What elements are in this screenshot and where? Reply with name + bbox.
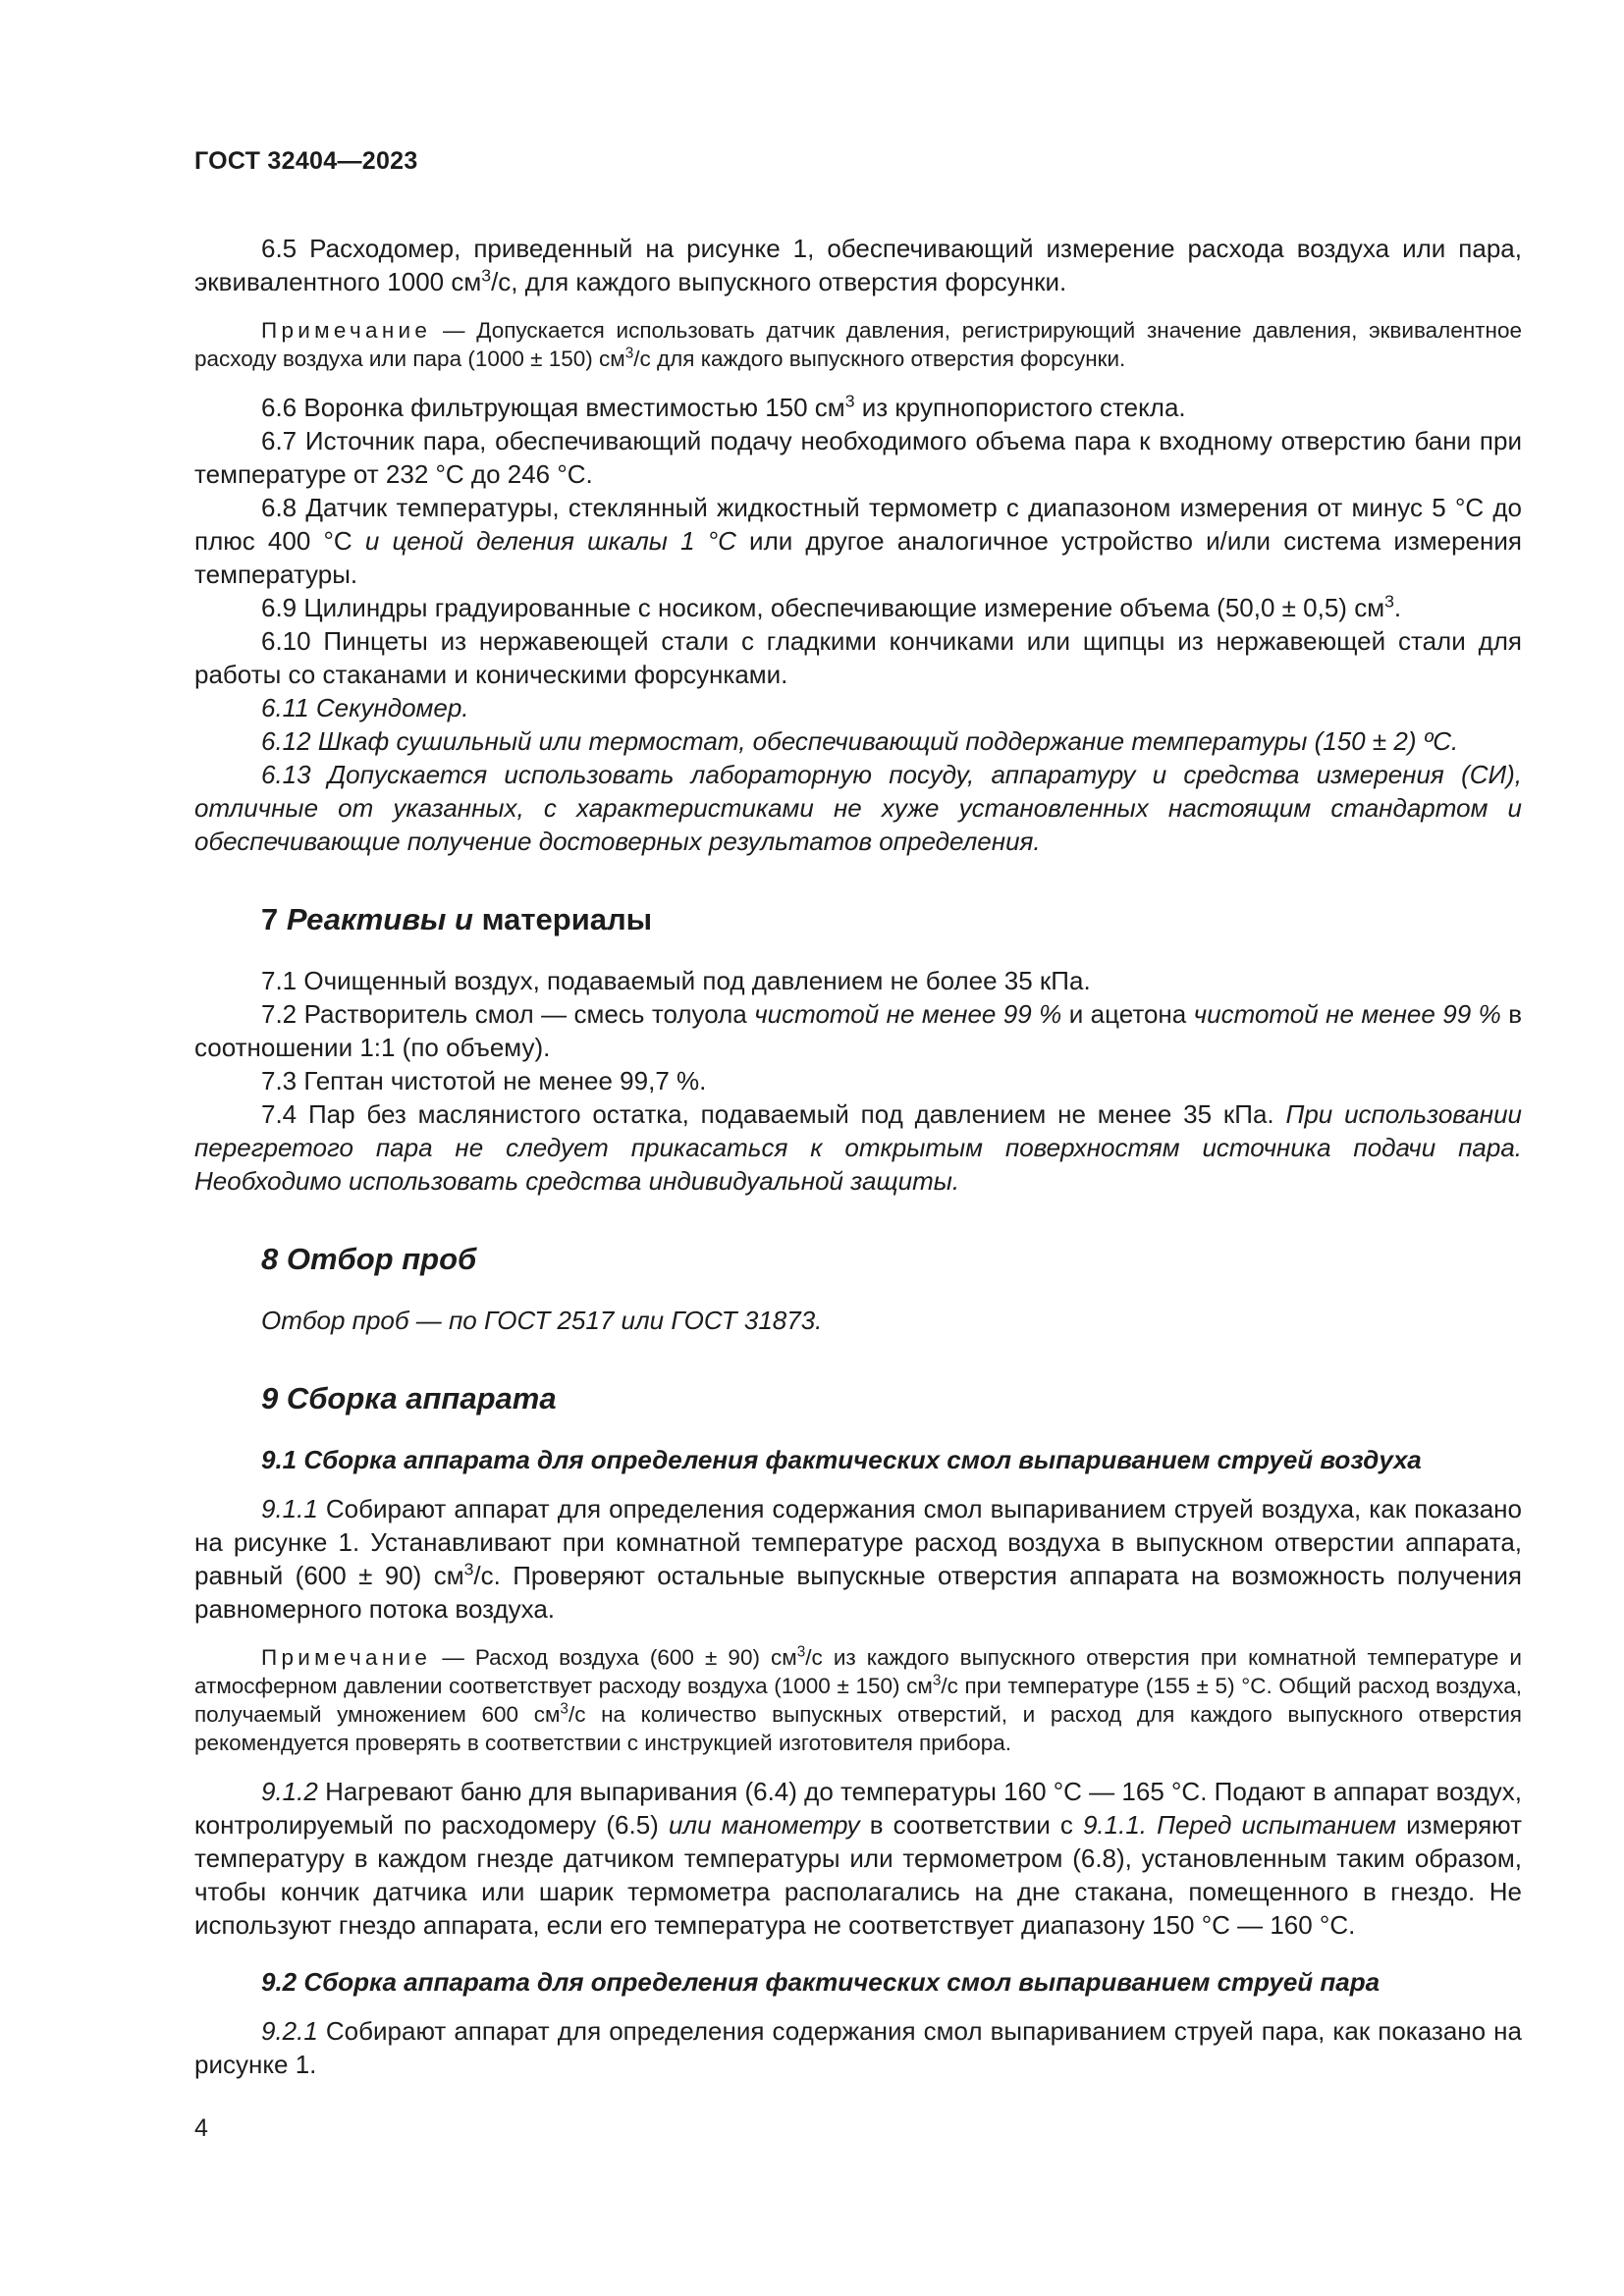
clause-6-12: 6.12 Шкаф сушильный или термостат, обеспечивающий поддержание температуры (150 ± 2) ºС. (261, 726, 1459, 756)
clause-6-5: 6.5 Расходомер, приведенный на рисунке 1, обеспечивающий измерение расхода воздуха или пара, эквивалентного 1000 $см^3/с$, для каждого выпускного отверстия форсунки. (194, 234, 1522, 296)
clause-6-6: 6.6 Воронка фильтрующая вместимостью 150 $см^3$ из крупнопористого стекла. (261, 391, 1186, 422)
clause-9-1-2: 9.1.2 Нагревают баню для выпаривания (6.4) до температуры 160 °С — 165 °С. Подают в аппарат воздух, контролируемый по расходомеру (6.5) или манометру в соответствии с 9.1.1. Перед испытанием измеряют температуру в каждом гнезде датчиком температуры или термометром (6.8), установленным таким образом, чтобы кончик датчика или шарик термометра располагались на дне стакана, помещенного в гнездо. Не используют гнездо аппарата, если его температура не соответствует диапазону 150 °С — 160 °С. (194, 1777, 1522, 1940)
clause-6-8: 6.8 Датчик температуры, стеклянный жидкостный термометр с диапазоном измерения от минус 5 °С до плюс 400 °С и ценой деления шкалы 1 °С или другое аналогичное устройство и/или система измерения температуры. (194, 493, 1522, 589)
note-6-5: Примечание — Допускается использовать датчик давления, регистрирующий значение давления, эквивалентное расходу воздуха или пара (1000 ± 150) $см^3/с$ для каждого выпускного отверстия форсунки. (194, 318, 1522, 371)
clause-7-4: 7.4 Пар без маслянистого остатка, подаваемый под давлением не менее 35 кПа. При использовании перегретого пара не следует прикасаться к открытым поверхностям источника подачи пара. Необходимо использовать средства индивидуальной защиты. (194, 1099, 1522, 1196)
clause-7-3: 7.3 Гептан чистотой не менее 99,7 %. (261, 1066, 707, 1095)
document-id-header: ГОСТ 32404—2023 (194, 147, 418, 175)
clause-6-9: 6.9 Цилиндры градуированные с носиком, обеспечивающие измерение объема (50,0 ± 0,5) $см^3$. (261, 591, 1402, 622)
clause-6-13: 6.13 Допускается использовать лабораторную посуду, аппаратуру и средства измерения (СИ), отличные от указанных, с характеристиками не хуже установленных настоящим стандартом и обеспечивающие получение достоверных результатов определения. (194, 760, 1522, 856)
document-page (194, 147, 1522, 2081)
page-number: 4 (194, 2114, 208, 2142)
clause-6-7: 6.7 Источник пара, обеспечивающий подачу необходимого объема пара к входному отверстию бани при температуре от 232 °С до 246 °С. (194, 426, 1522, 489)
subsection-9-1-heading: 9.1 Сборка аппарата для определения фактических смол выпариванием струей воздуха (261, 1445, 1422, 1474)
clause-8-text: Отбор проб — по ГОСТ 2517 или ГОСТ 31873. (261, 1306, 823, 1335)
clause-9-2-1: 9.2.1 Собирают аппарат для определения содержания смол выпариванием струей пара, как показано на рисунке 1. (194, 2016, 1522, 2079)
clause-6-11: 6.11 Секундомер. (261, 693, 469, 722)
note-label: Примечание (261, 1645, 432, 1670)
section-7-heading: 7 Реактивы и материалы (261, 902, 653, 936)
section-8-heading: 8 Отбор проб (261, 1242, 477, 1276)
clause-9-1-1: 9.1.1 Собирают аппарат для определения содержания смол выпариванием струей воздуха, как показано на рисунке 1. Устанавливают при комнатной температуре расход воздуха в выпускном отверстии аппарата, равный (600 ± 90) $см^3/с$. Проверяют остальные выпускные отверстия аппарата на возможность получения равномерного потока воздуха. (194, 1494, 1522, 1624)
clause-7-1: 7.1 Очищенный воздух, подаваемый под давлением не более 35 кПа. (261, 966, 1091, 995)
subsection-9-2-heading: 9.2 Сборка аппарата для определения фактических смол выпариванием струей пара (261, 1967, 1380, 1997)
note-label: Примечание (261, 318, 432, 343)
clause-7-2: 7.2 Растворитель смол — смесь толуола чистотой не менее 99 % и ацетона чистотой не менее 99 % в соотношении 1:1 (по объему). (194, 999, 1523, 1062)
clause-6-10: 6.10 Пинцеты из нержавеющей стали с гладкими кончиками или щипцы из нержавеющей стали для работы со стаканами и коническими форсунками. (194, 626, 1522, 689)
note-9-1-1: Примечание — Расход воздуха (600 ± 90) $см^3/с$ из каждого выпускного отверстия при комнатной температуре и атмосферном давлении соответствует расходу воздуха (1000 ± 150) $см^3/с$ при температуре (155 ± 5) °С. Общий расход воздуха, получаемый умножением 600 $см^3/с$ на количество выпускных отверстий, и расход для каждого выпускного отверстия рекомендуется проверять в соответствии с инструкцией изготовителя прибора. (194, 1643, 1522, 1755)
section-9-heading: 9 Сборка аппарата (261, 1381, 557, 1415)
